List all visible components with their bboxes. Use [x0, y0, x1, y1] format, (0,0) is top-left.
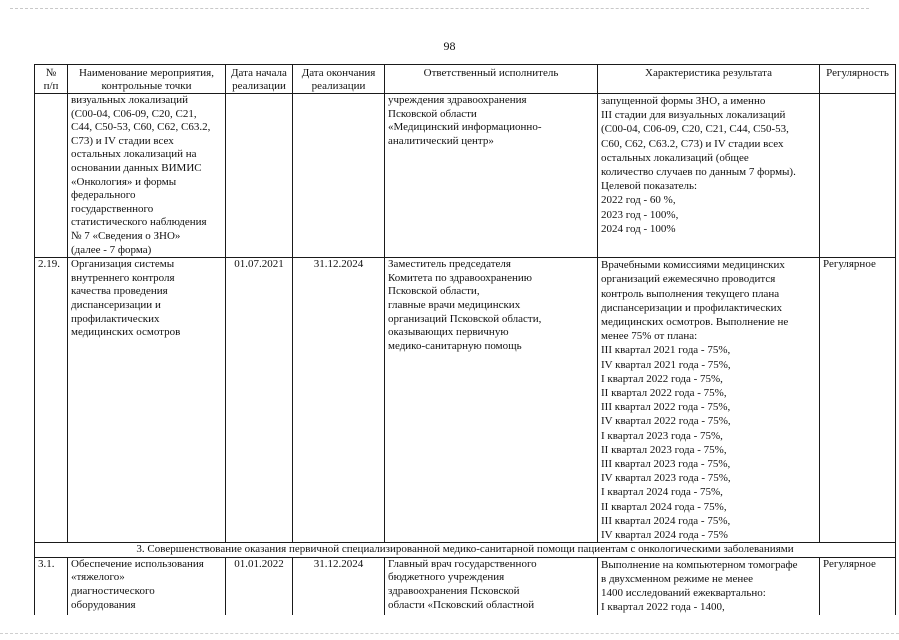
header-start-date: Дата начала реализации: [226, 65, 293, 94]
cell-regularity: Регулярное: [820, 258, 896, 543]
cell-result: Врачебными комиссиями медицинских организаций ежемесячно проводится контроль выполнения текущего плана диспансеризации и профилактических медицинских осмотров. Выполнение не менее 75% от плана: III квартал 2021 года - 75%, IV квартал 2021 года - 75%, I квартал 2022 года - 75%, II квартал 2022 года - 75%, III квартал 2022 года - 75%, IV квартал 2022 года - 75%, I квартал 2023 года - 75%, II квартал 2023 года - 75%, III квартал 2023 года - 75%, IV квартал 2023 года - 75%, I квартал 2024 года - 75%, II квартал 2024 года - 75%, III квартал 2024 года - 75%, IV квартал 2024 года - 75%: [598, 258, 820, 543]
scan-edge-bottom: [0, 633, 899, 634]
header-end-date: Дата окончания реализации: [293, 65, 385, 94]
cell-regularity: Регулярное: [820, 557, 896, 614]
header-executor: Ответственный исполнитель: [385, 65, 598, 94]
cell-regularity: [820, 94, 896, 258]
cell-start-date: 01.01.2022: [226, 557, 293, 614]
cell-end-date: 31.12.2024: [293, 258, 385, 543]
header-result: Характеристика результата: [598, 65, 820, 94]
cell-result: запущенной формы ЗНО, а именно III стадии для визуальных локализаций (C00-04, C06-09, C20, C21, C44, C50-53, C60, C62, C63.2, C73) и IV стадии всех остальных локализаций (общее количество случаев по данным 7 формы). Целевой показатель: 2022 год - 60 %, 2023 год - 100%, 2024 год - 100%: [598, 94, 820, 258]
cell-num: 2.19.: [35, 258, 68, 543]
header-name: Наименование мероприятия, контрольные точки: [68, 65, 226, 94]
section-heading-row: [35, 543, 896, 558]
header-num: № п/п: [35, 65, 68, 94]
cell-name: Обеспечение использования «тяжелого» диагностического оборудования: [68, 557, 226, 614]
cell-name: Организация системы внутреннего контроля качества проведения диспансеризации и профилактических медицинских осмотров: [68, 258, 226, 543]
cell-result: Выполнение на компьютерном томографе в двухсменном режиме не менее 1400 исследований ежеквартально: I квартал 2022 года - 1400,: [598, 557, 820, 614]
scan-edge-top: [10, 8, 869, 9]
cell-executor: Главный врач государственного бюджетного учреждения здравоохранения Псковской области «Псковский областной: [385, 557, 598, 614]
measures-table: [34, 64, 896, 615]
table-row-2-19: [35, 258, 896, 543]
cell-end-date: [293, 94, 385, 258]
cell-num: [35, 94, 68, 258]
cell-end-date: 31.12.2024: [293, 557, 385, 614]
cell-start-date: [226, 94, 293, 258]
cell-num: 3.1.: [35, 557, 68, 614]
table-row-3-1: [35, 557, 896, 614]
section-3-title: 3. Совершенствование оказания первичной специализированной медико-санитарной помощи пациентам с онкологическими заболеваниями: [35, 543, 896, 558]
table-header-row: [35, 65, 896, 94]
table-row-continued: [35, 94, 896, 258]
page-number: 98: [443, 39, 456, 53]
cell-executor: учреждения здравоохранения Псковской области «Медицинский информационно- аналитический центр»: [385, 94, 598, 258]
cell-executor: Заместитель председателя Комитета по здравоохранению Псковской области, главные врачи медицинских организаций Псковской области, оказывающих первичную медико-санитарную помощь: [385, 258, 598, 543]
cell-name: визуальных локализаций (C00-04, C06-09, C20, C21, C44, C50-53, C60, C62, C63.2, C73) и IV стадии всех остальных локализаций на основании данных ВИМИС «Онкология» и формы федерального государственного статистического наблюдения № 7 «Сведения о ЗНО» (далее - 7 форма): [68, 94, 226, 258]
cell-start-date: 01.07.2021: [226, 258, 293, 543]
header-regularity: Регулярность: [820, 65, 896, 94]
